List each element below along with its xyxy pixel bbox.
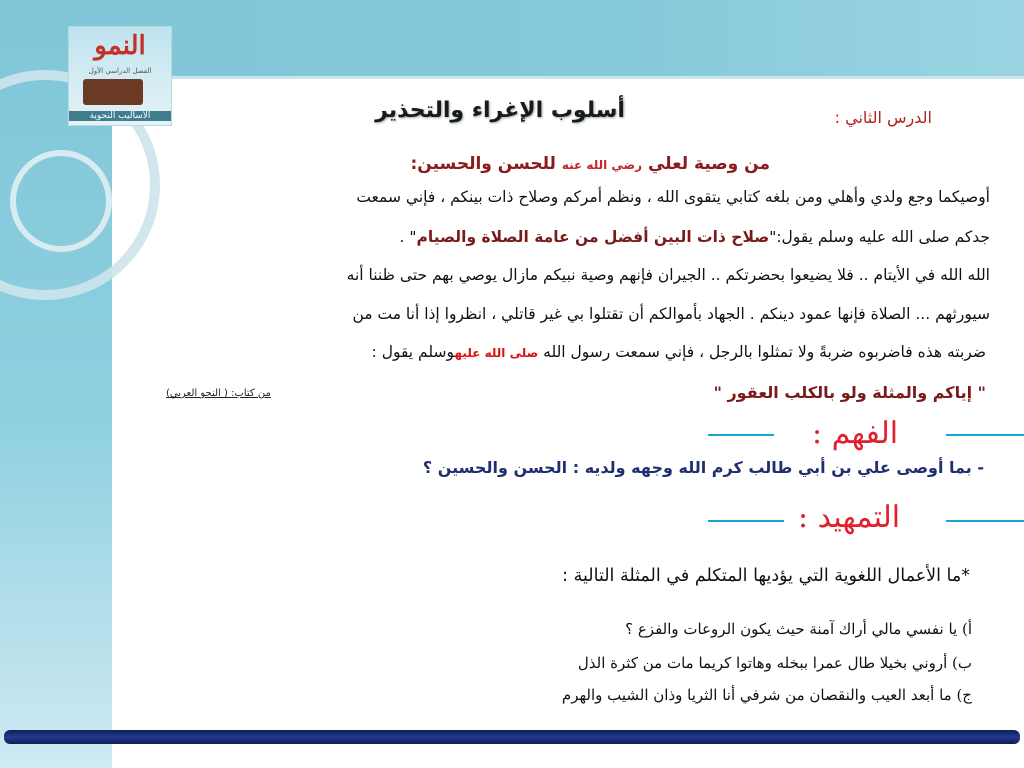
example-a: أ) يا نفسي مالي أراك آمنة حيث يكون الروعات والفزع ؟ bbox=[625, 620, 972, 638]
line5-suffix: وسلم يقول : bbox=[371, 343, 455, 361]
quote-line: " إياكم والمثلة ولو بالكلب العقور " bbox=[713, 383, 986, 402]
section-title-understanding: الفهم : bbox=[812, 416, 899, 451]
book-icon bbox=[83, 79, 143, 105]
paragraph-line-1: أوصيكما وجع ولدي وأهلي ومن بلغه كتابي يتقوى الله ، ونظم أمركم وصلاح ذات بينكم ، فإني سمعت bbox=[356, 188, 990, 206]
heading-suffix: للحسن والحسين: bbox=[410, 154, 556, 174]
bottom-bar bbox=[4, 730, 1020, 744]
decorative-ring-small-icon bbox=[10, 150, 112, 252]
intro-question: *ما الأعمال اللغوية التي يؤديها المتكلم في المثلة التالية : bbox=[562, 566, 970, 586]
paragraph-line-3: الله الله في الأيتام .. فلا يضيعوا بحضرتكم .. الجيران فإنهم وصية نبيكم مازال يوصي بهم حتى ظننا أنه bbox=[346, 266, 990, 284]
top-divider bbox=[112, 76, 1024, 79]
book-cover-logo bbox=[68, 26, 172, 126]
hadith-quote: صلاح ذات البين أفضل من عامة الصلاة والصيام bbox=[416, 228, 770, 246]
example-c: ج) ما أبعد العيب والنقصان من شرفي أنا الثريا وذان الشيب والهرم bbox=[561, 686, 972, 704]
line2-prefix: جدكم صلى الله عليه وسلم يقول:" bbox=[769, 228, 990, 246]
logo-title: النمو bbox=[94, 31, 146, 61]
paragraph-line-2 bbox=[160, 228, 990, 246]
section-divider-left bbox=[708, 434, 774, 436]
paragraph-line-5 bbox=[200, 343, 986, 361]
bullet-dash: - bbox=[971, 458, 984, 477]
source-link[interactable]: من كتاب: ( النحو العربي) bbox=[166, 388, 271, 399]
understanding-question bbox=[380, 458, 984, 477]
logo-subtitle: الفصل الدراسي الأول bbox=[88, 67, 152, 75]
line5-prefix: ضربته هذه فاضربوه ضربةً ولا تمثلوا بالرجل ، فإني سمعت رسول الله bbox=[543, 343, 986, 361]
section-heading bbox=[210, 154, 770, 174]
heading-prefix: من وصية لعلي bbox=[647, 154, 770, 174]
example-b: ب) أروني بخيلا طال عمرا ببخله وهاتوا كريما مات من كثرة الذل bbox=[577, 654, 972, 672]
slide-title: أسلوب الإغراء والتحذير bbox=[375, 98, 625, 123]
section-divider-right-2 bbox=[946, 520, 1024, 522]
section-divider-left-2 bbox=[708, 520, 784, 522]
heading-honorific: رضي الله عنه bbox=[561, 158, 643, 172]
logo-caption: الأساليب النحوية bbox=[69, 111, 171, 121]
line5-honorific: صلى الله عليه bbox=[454, 346, 539, 360]
paragraph-line-4: سيورثهم ... الصلاة فإنها عمود دينكم . الجهاد بأموالكم أن تقتلوا بي غير قاتلي ، انظروا إذا أنا مت من bbox=[352, 305, 990, 323]
line2-suffix: " . bbox=[399, 228, 417, 246]
section-divider-right bbox=[946, 434, 1024, 436]
understanding-question-text: بما أوصى علي بن أبي طالب كرم الله وجهه ولديه : الحسن والحسين ؟ bbox=[422, 458, 972, 477]
section-title-intro: التمهيد : bbox=[798, 500, 901, 535]
lesson-label: الدرس الثاني : bbox=[834, 108, 932, 127]
